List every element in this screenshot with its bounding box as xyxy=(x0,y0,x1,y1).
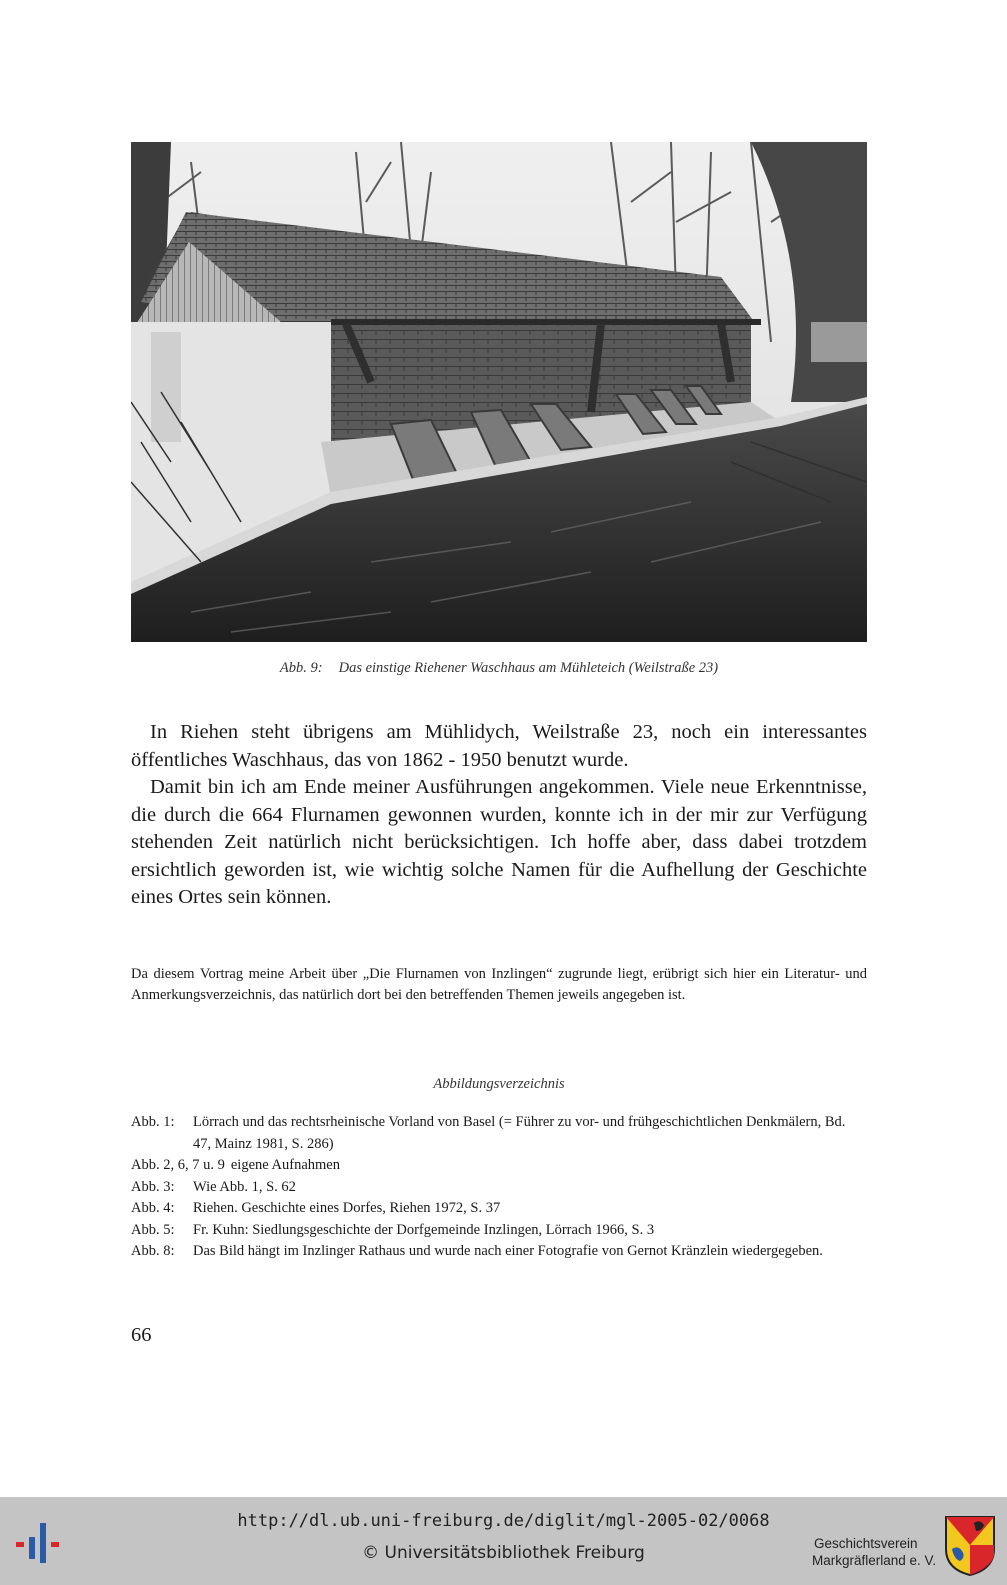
figure-caption-label: Abb. 9: xyxy=(279,660,323,676)
copyright-text: © Universitätsbibliothek Freiburg xyxy=(362,1543,645,1563)
page-number: 66 xyxy=(131,1324,152,1346)
list-item xyxy=(131,1155,867,1177)
viewer-footer xyxy=(0,1497,1007,1585)
list-item-label: Abb. 2, 6, 7 u. 9 xyxy=(131,1157,225,1173)
list-item xyxy=(131,1112,867,1155)
list-item xyxy=(131,1220,867,1242)
illustrations-title: Abbildungsverzeichnis xyxy=(433,1076,565,1092)
list-item-text: Das Bild hängt im Inzlinger Rathaus und wurde nach einer Fotografie von Gernot Kränzlein wiedergegeben. xyxy=(193,1243,823,1259)
society-line1: Geschichtsverein xyxy=(814,1536,918,1551)
list-item-text: eigene Aufnahmen xyxy=(230,1157,340,1173)
list-item xyxy=(131,1198,867,1220)
society-name xyxy=(812,1535,936,1569)
list-item-text: Fr. Kuhn: Siedlungsgeschichte der Dorfgemeinde Inzlingen, Lörrach 1966, S. 3 xyxy=(193,1221,655,1238)
list-item-label: Abb. 8: xyxy=(131,1243,175,1259)
list-item xyxy=(131,1241,867,1263)
paragraph: Damit bin ich am Ende meiner Ausführungen angekommen. Viele neue Erkenntnisse, die durch die 664 Flurnamen gewonnen wurden, konnte ich in der mir zur Verfügung stehenden Zeit natürlich nicht berücksichtigen. Ich hoffe aber, dass dabei trotzdem ersichtlich geworden ist, wie wichtig solche Namen für die Aufhellung der Geschichte eines Ortes sein können. xyxy=(131,776,867,908)
document-url-link[interactable]: http://dl.ub.uni-freiburg.de/diglit/mgl-2005-02/0068 xyxy=(237,1511,770,1531)
list-item-text: Wie Abb. 1, S. 62 xyxy=(193,1178,296,1195)
society-crest-icon xyxy=(944,1515,996,1577)
list-item-text: Lörrach und das rechtsrheinische Vorland von Basel (= Führer zu vor- und frühgeschichtlichen Denkmälern, Bd. 47, Mainz 1981, S. 286) xyxy=(193,1114,846,1152)
society-line2: Markgräflerland e. V. xyxy=(812,1553,937,1568)
figure-caption xyxy=(131,660,867,677)
waschhaus-photo xyxy=(131,142,867,642)
main-text xyxy=(131,719,867,912)
list-item-label: Abb. 3: xyxy=(131,1178,175,1195)
list-item-text: Riehen. Geschichte eines Dorfes, Riehen 1972, S. 37 xyxy=(193,1200,501,1216)
list-item-label: Abb. 5: xyxy=(131,1221,175,1238)
figure-caption-text: Das einstige Riehener Waschhaus am Mühleteich (Weilstraße 23) xyxy=(338,660,719,676)
paragraph: In Riehen steht übrigens am Mühlidych, Weilstraße 23, noch ein interessantes öffentliches Waschhaus, das von 1862 - 1950 benutzt wurde. xyxy=(131,721,867,771)
source-note: Da diesem Vortrag meine Arbeit über „Die Flurnamen von Inzlingen“ zugrunde liegt, erübrigt sich hier ein Literatur- und Anmerkungsverzeichnis, das natürlich dort bei den betreffenden Themen jeweils angegeben ist. xyxy=(131,966,867,1003)
list-item xyxy=(131,1177,867,1199)
illustrations-list xyxy=(131,1112,867,1263)
list-item-label: Abb. 1: xyxy=(131,1114,175,1130)
list-item-label: Abb. 4: xyxy=(131,1200,175,1216)
